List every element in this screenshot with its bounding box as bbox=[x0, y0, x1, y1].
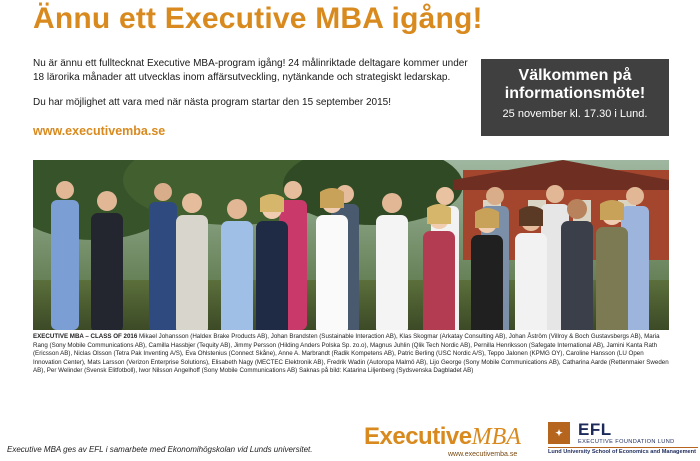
efl-divider bbox=[548, 447, 698, 448]
invite-title-line-2: informationsmöte! bbox=[504, 85, 646, 102]
intro-paragraph-1: Nu är ännu ett fulltecknat Executive MBA-program igång! 24 målinriktade deltagare kommer under 18 lärorika månader att utvecklas inom affärsutveckling, nytänkande och strategiskt ledarskap. bbox=[33, 58, 468, 83]
logo-word-executive: Executive bbox=[364, 423, 472, 450]
intro-text bbox=[33, 57, 473, 121]
logo-url: www.executivemba.se bbox=[448, 451, 518, 458]
efl-name: EFL bbox=[578, 420, 612, 439]
lund-university-seal-icon: ✦ bbox=[548, 422, 570, 444]
caption-participant-list: Mikael Johansson (Haldex Brake Products AB), Johan Brandsten (Sustainable Interaction AB), Klas Skogmar (Arkatay Consulting AB), Johan Åström (Villroy & Boch Gustavsbergs AB), Maria Rang (Sony Mobile Communications AB), Camilla Hassbjer (Tequity AB), Jimmy Persson (Hilding Anders Polska Sp. zo.o), Magnus Juhlin (Qlik Tech Nordic AB), Pernilla Henriksson (Safegate International AB), Jamini Kanta Rath (Ericsson AB), Niclas Olsson (Tetra Pak Inventing A/S), Eva Ohlstenius (Connect Skåne), Anne A. Marbrandt (Radik Kompetens AB), Patric Berling (USC Nordic A/S), Teppo Jalonen (KPMG OY), Caroline Hansson (LU Open Innovation Center), Mats Larsson (Verizon Enterprise Solutions), Elisabeth Nagy (MECTEC Elektronik AB), Fredrik Wadin (Autoropa Malmö AB), Lijo George (Sony Mobile Communications AB), Catharina Aarde (Rettenmaier Sweden AB), Per Welinder (Svensk Elitfotboll), Iwor Nilsson Angelhoff (Sony Mobile Communications AB) Saknas på bild: Katarina Liljenberg (Sydsvenska Dagbladet AB) bbox=[33, 333, 669, 375]
footer-note: Executive MBA ges av EFL i samarbete med Ekonomihögskolan vid Lunds universitet. bbox=[7, 445, 313, 454]
efl-school-name: Lund University School of Economics and Management bbox=[548, 449, 696, 455]
invite-date: 25 november kl. 17.30 i Lund. bbox=[502, 108, 648, 120]
info-meeting-banner bbox=[481, 59, 669, 136]
logo-word-mba: MBA bbox=[471, 424, 521, 450]
photo-caption bbox=[33, 333, 673, 376]
efl-full-name: EXECUTIVE FOUNDATION LUND bbox=[578, 439, 675, 445]
website-link[interactable]: www.executivemba.se bbox=[33, 124, 166, 138]
headline: Ännu ett Executive MBA igång! bbox=[33, 2, 483, 35]
intro-paragraph-2: Du har möjlighet att vara med när nästa program startar den 15 september 2015! bbox=[33, 97, 391, 108]
executive-mba-logo bbox=[364, 423, 521, 458]
caption-class-title: EXECUTIVE MBA – CLASS OF 2016 bbox=[33, 333, 138, 340]
group-photo-image bbox=[33, 160, 669, 330]
invite-title-line-1: Välkommen på bbox=[518, 67, 632, 84]
efl-logo bbox=[548, 422, 698, 458]
class-group-photo bbox=[33, 160, 669, 330]
